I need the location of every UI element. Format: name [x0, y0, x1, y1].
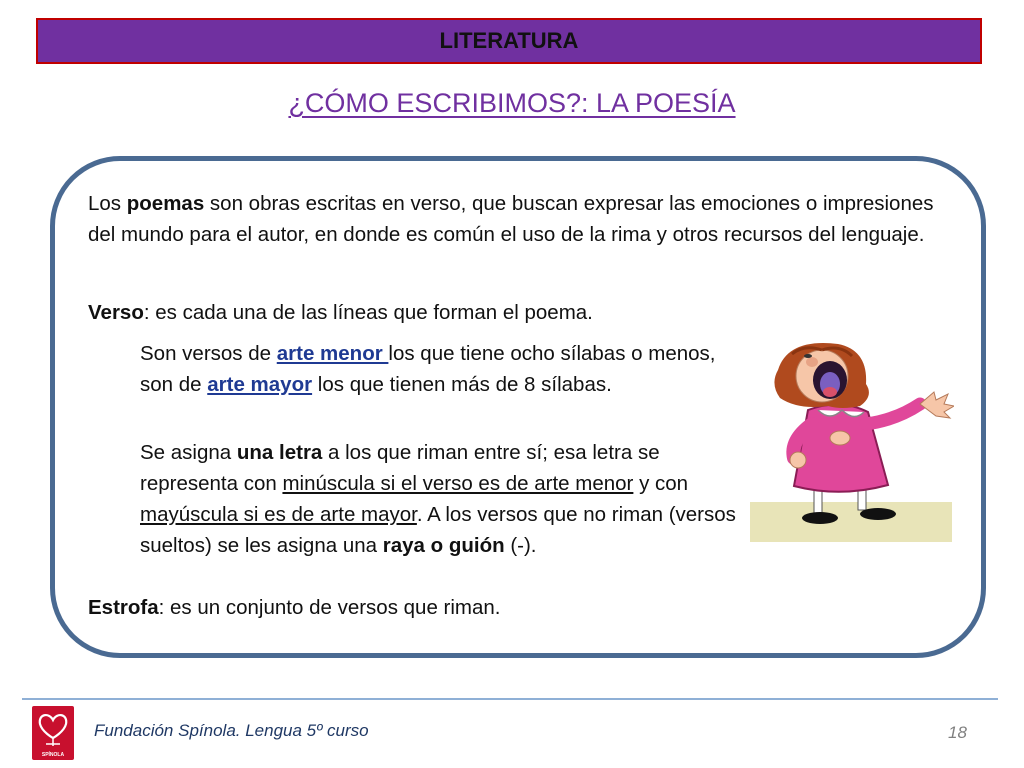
footer-text: Fundación Spínola. Lengua 5º curso: [94, 721, 369, 740]
ground-shadow: [750, 502, 952, 542]
estrofa-definition: [88, 592, 728, 623]
section-banner: [36, 18, 982, 64]
verso-definition-text: : es cada una de las líneas que forman el poema.: [143, 301, 593, 324]
letra-text-5: (-).: [504, 534, 537, 557]
section-banner-label: LITERATURA: [439, 28, 579, 53]
arte-menor-link[interactable]: arte menor: [276, 342, 389, 365]
page-title: ¿CÓMO ESCRIBIMOS?: LA POESÍA: [288, 88, 736, 118]
verso-definition: [88, 297, 728, 328]
intro-paragraph: [88, 188, 958, 250]
intro-keyword-poemas: poemas: [126, 192, 205, 215]
letra-underline-minuscula: minúscula si el verso es de arte menor: [282, 472, 634, 495]
letra-text-1: Se asigna: [140, 441, 237, 464]
arte-text-1: Son versos de: [140, 342, 277, 365]
arte-text-3: los que tienen más de 8 sílabas.: [312, 373, 612, 396]
arte-mayor-link[interactable]: arte mayor: [207, 373, 313, 396]
arte-text-2: los que tiene ocho sílabas o menos, son de: [140, 342, 716, 396]
letra-underline-mayuscula: mayúscula si es de arte mayor: [140, 503, 417, 526]
letra-text-4: . A los versos que no riman (versos sueltos) se les asigna una: [140, 503, 736, 557]
fundacion-spinola-logo: [32, 706, 74, 760]
arte-paragraph: [140, 338, 720, 400]
letra-bold-una-letra: una letra: [236, 441, 323, 464]
letra-text-2: a los que riman entre sí; esa letra se representa con: [140, 441, 660, 495]
intro-text-post: son obras escritas en verso, que buscan expresar las emociones o impresiones del mundo para el autor, en donde es común el uso de la rima y otros recursos del lenguaje.: [88, 192, 934, 246]
page-number: 18: [948, 723, 967, 742]
footer-divider: [22, 698, 998, 700]
letra-text-3: y con: [633, 472, 689, 495]
estrofa-definition-text: : es un conjunto de versos que riman.: [158, 596, 501, 619]
estrofa-term: Estrofa: [88, 596, 159, 619]
letra-paragraph: [140, 437, 740, 561]
singing-girl-illustration: [748, 340, 954, 546]
svg-text:SPÍNOLA: SPÍNOLA: [41, 752, 65, 758]
letra-bold-raya: raya o guión: [382, 534, 505, 557]
verso-term: Verso: [88, 301, 144, 324]
intro-text-pre: Los: [88, 192, 127, 215]
